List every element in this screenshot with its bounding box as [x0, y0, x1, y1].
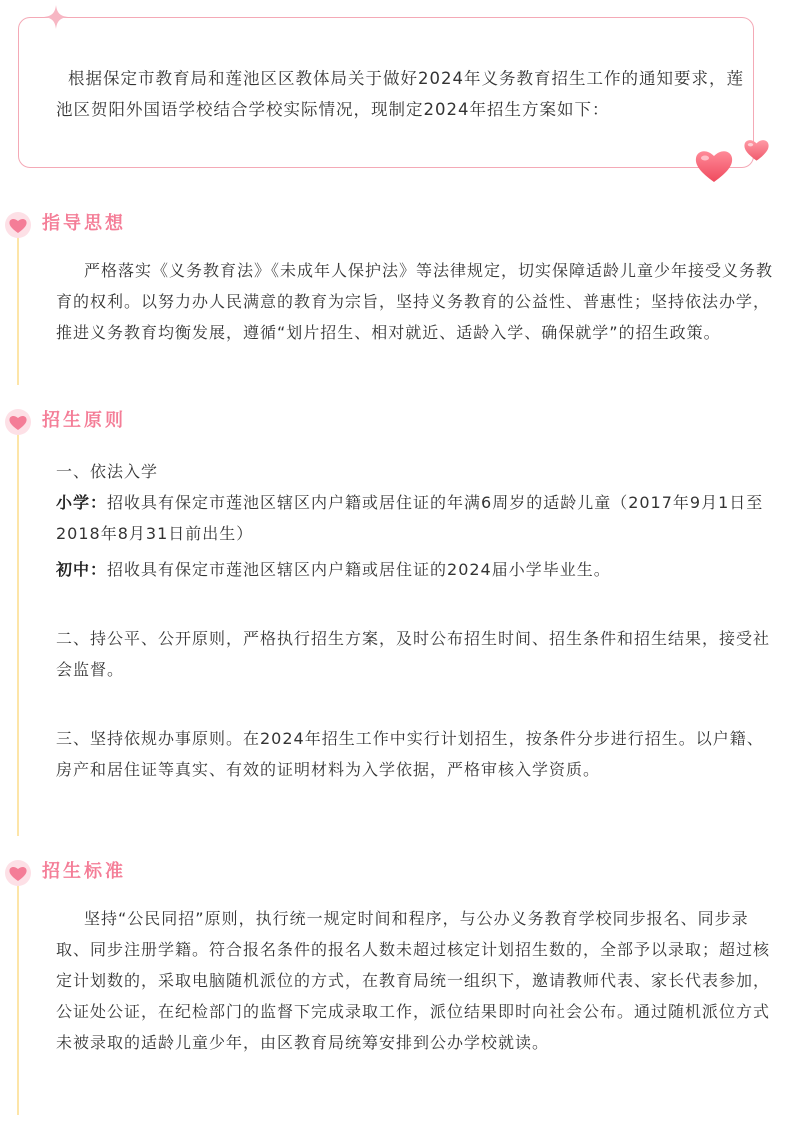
section-divider-line [17, 885, 19, 1115]
principle-item-1-title: 一、依法入学 [56, 462, 159, 481]
section-admission-standards [0, 855, 792, 1115]
section-divider-line [17, 237, 19, 385]
section-admission-principles [0, 404, 792, 834]
section-title: 指导思想 [42, 213, 126, 234]
primary-label: 小学： [56, 493, 108, 512]
section-body: 坚持“公民同招”原则，执行统一规定时间和程序，与公办义务教育学校同步报名、同步录取、同步注册学籍。符合报名条件的报名人数未超过核定计划招生数的，全部予以录取；超过核定计划数的，采取电脑随机派位的方式，在教育局统一组织下，邀请教师代表、家长代表参加，公证处公证，在纪检部门的监督下完成录取工作，派位结果即时向社会公布。通过随机派位方式未被录取的适龄儿童少年，由区教育局统筹安排到公办学校就读。 [56, 909, 771, 1052]
sparkle-icon [44, 5, 68, 29]
section-guiding-thought [0, 207, 792, 387]
heart-bullet-icon [3, 859, 33, 887]
heart-bullet-icon [3, 211, 33, 239]
section-body: 严格落实《义务教育法》《未成年人保护法》等法律规定，切实保障适龄儿童少年接受义务教育的权利。以努力办人民满意的教育为宗旨，坚持义务教育的公益性、普惠性；坚持依法办学，推进义务教育均衡发展，遵循“划片招生、相对就近、适龄入学、确保就学”的招生政策。 [56, 261, 774, 342]
principle-junior [56, 554, 776, 585]
junior-text: 招收具有保定市莲池区辖区内户籍或居住证的2024届小学毕业生。 [107, 560, 611, 579]
principle-primary [56, 487, 776, 549]
heart-small-icon [743, 138, 770, 162]
section-title: 招生原则 [42, 410, 126, 431]
section-divider-line [17, 434, 19, 836]
junior-label: 初中： [56, 560, 108, 579]
intro-text: 根据保定市教育局和莲池区区教体局关于做好2024年义务教育招生工作的通知要求，莲池区贺阳外国语学校结合学校实际情况，现制定2024年招生方案如下： [56, 68, 744, 119]
section-title: 招生标准 [42, 861, 126, 882]
heart-icon [694, 148, 734, 184]
heart-bullet-icon [3, 408, 33, 436]
principle-item-2: 二、持公平、公开原则，严格执行招生方案，及时公布招生时间、招生条件和招生结果，接受社会监督。 [56, 629, 771, 679]
primary-text: 招收具有保定市莲池区辖区内户籍或居住证的年满6周岁的适龄儿童（2017年9月1日至2018年8月31日前出生） [56, 493, 764, 543]
principle-item-3: 三、坚持依规办事原则。在2024年招生工作中实行计划招生，按条件分步进行招生。以户籍、房产和居住证等真实、有效的证明材料为入学依据，严格审核入学资质。 [56, 729, 764, 779]
